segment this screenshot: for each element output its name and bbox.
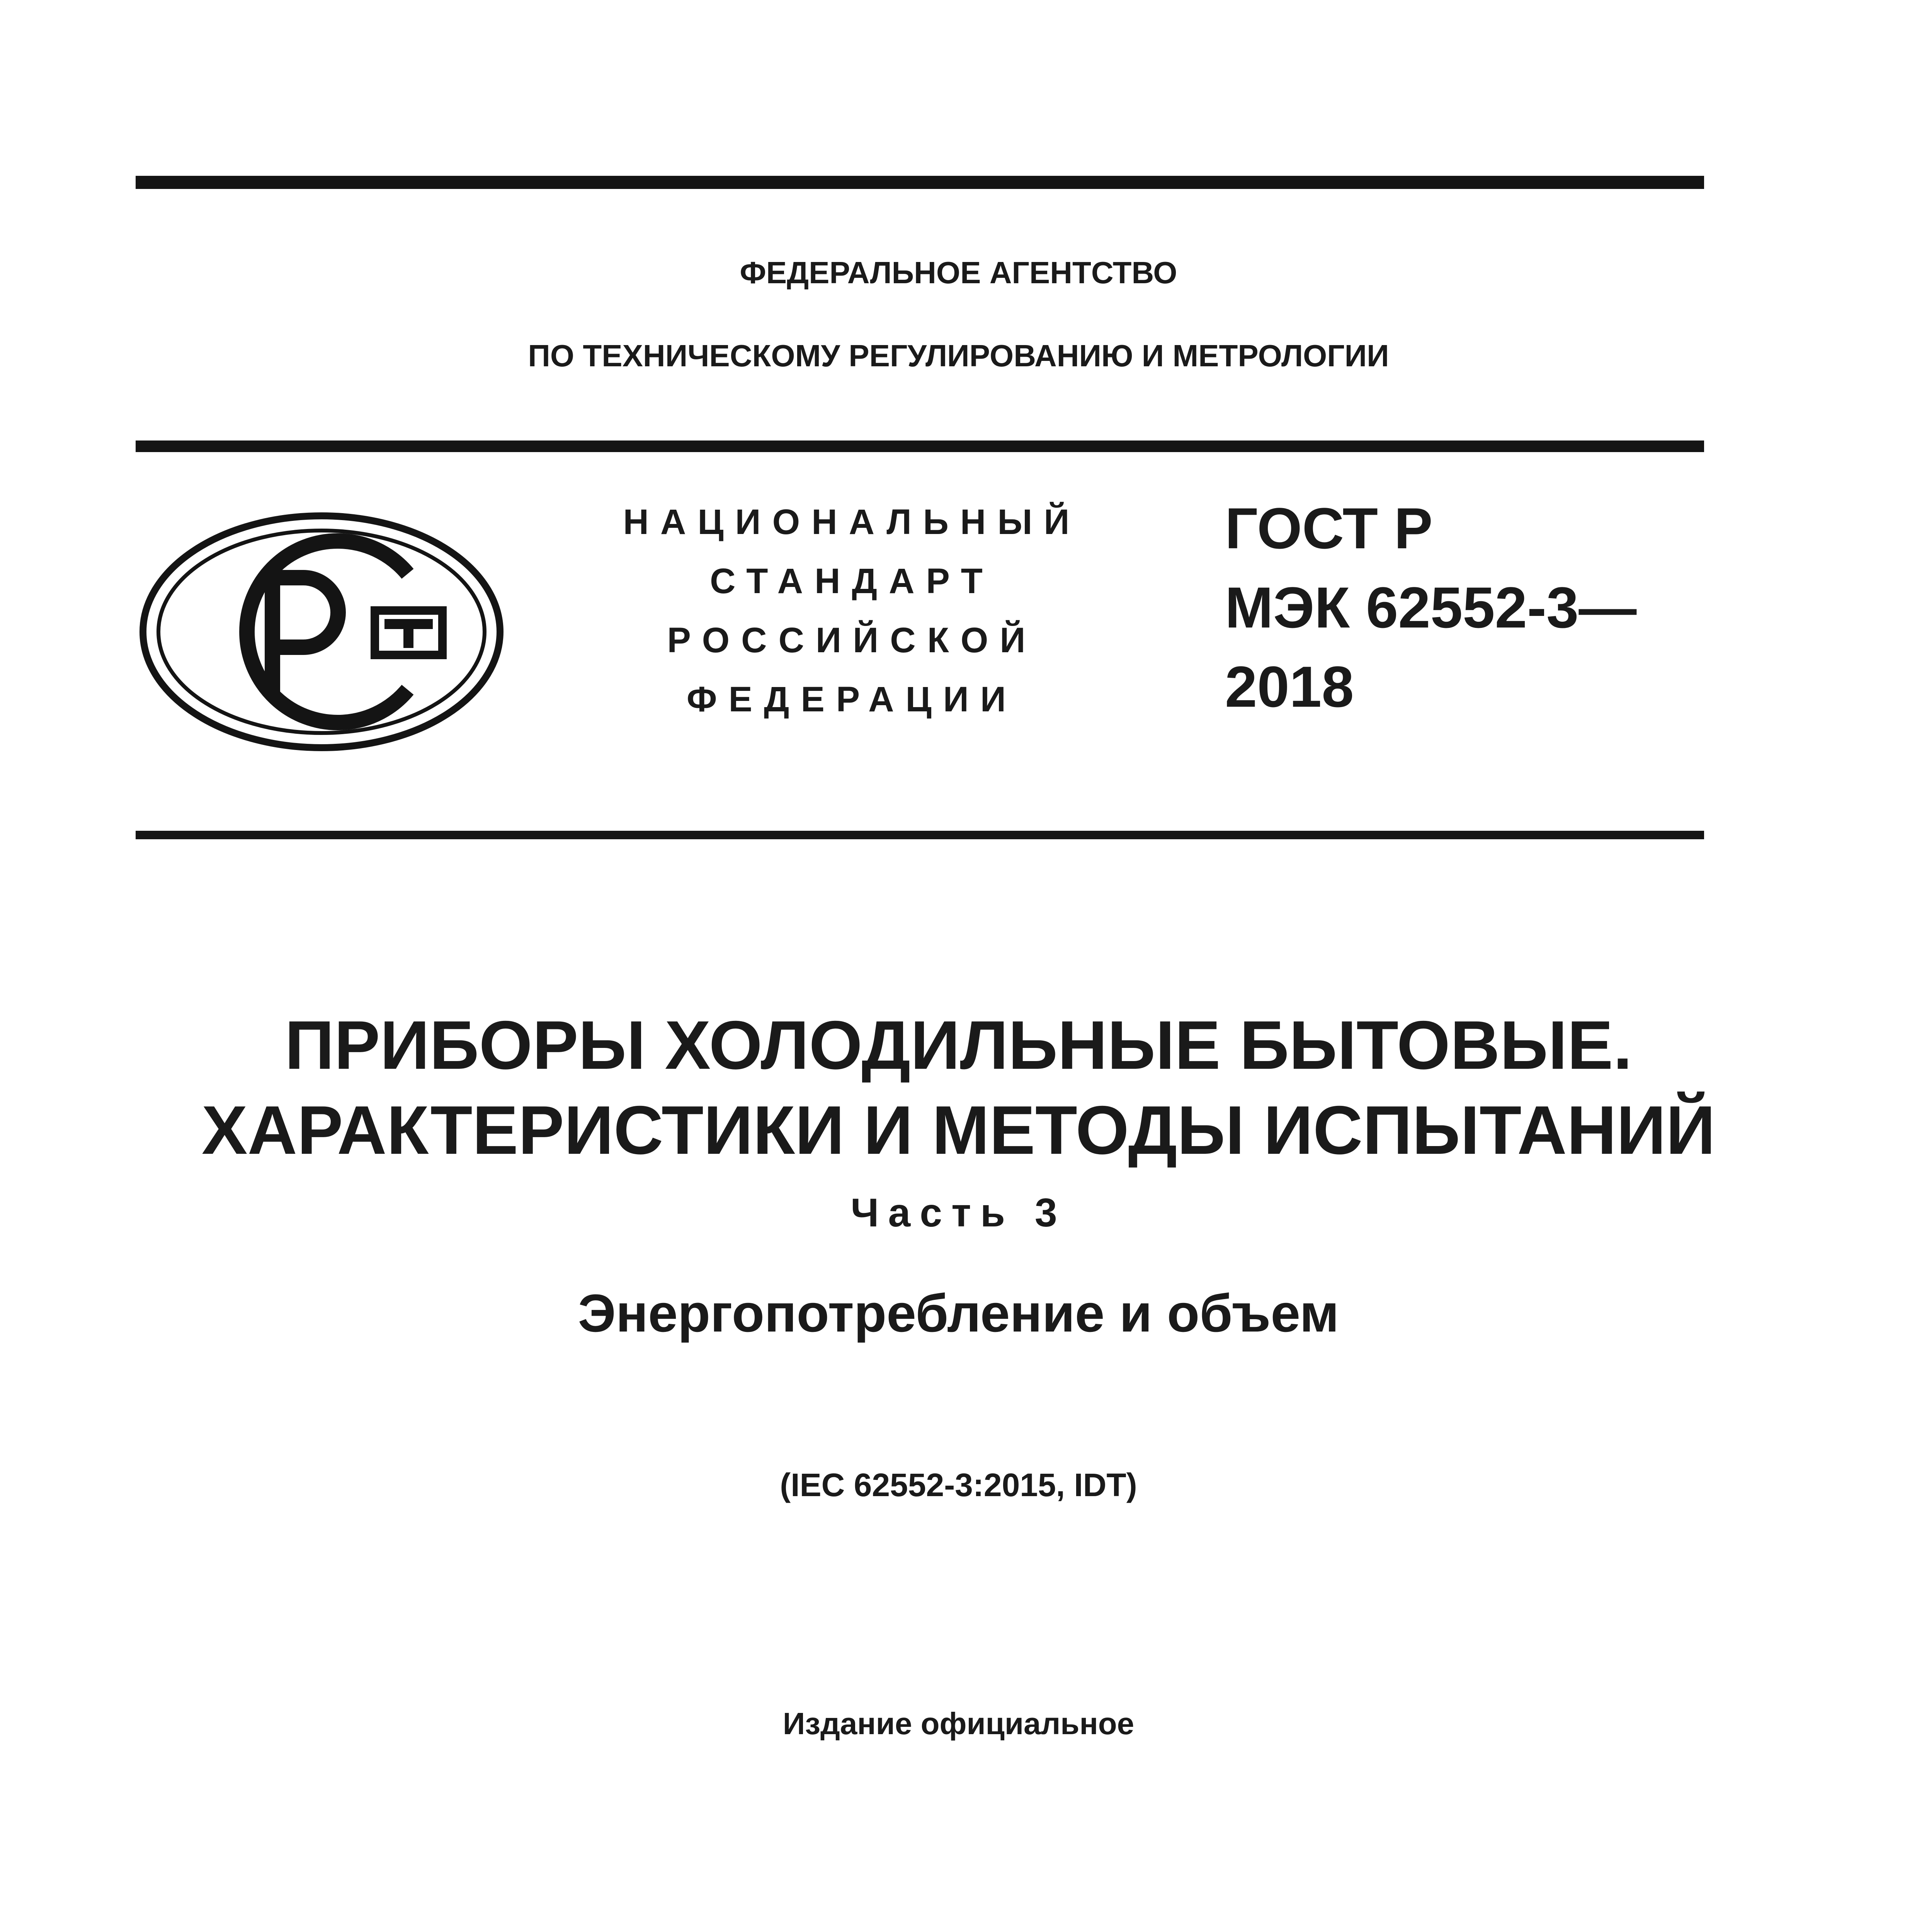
top-rule: [136, 176, 1704, 189]
national-standard-line: НАЦИОНАЛЬНЫЙ: [623, 502, 1081, 542]
header-rule: [136, 440, 1704, 452]
standard-designation: [1225, 489, 1636, 726]
designation-line: МЭК 62552-3—: [1225, 575, 1637, 640]
part-label: Часть 3: [850, 1190, 1067, 1235]
national-standard-label: [553, 493, 1140, 729]
rst-certification-mark-icon: [137, 508, 506, 755]
agency-name-line1: ФЕДЕРАЛЬНОЕ АГЕНТСТВО: [740, 255, 1177, 290]
document-subtitle: Энергопотребление и объем: [578, 1284, 1339, 1343]
national-standard-line: СТАНДАРТ: [710, 561, 994, 601]
national-standard-line: РОССИЙСКОЙ: [667, 621, 1037, 660]
agency-name-line2: ПО ТЕХНИЧЕСКОМУ РЕГУЛИРОВАНИЮ И МЕТРОЛОГИИ: [528, 338, 1389, 373]
document-title-line1: ПРИБОРЫ ХОЛОДИЛЬНЫЕ БЫТОВЫЕ.: [284, 1007, 1633, 1083]
designation-line: 2018: [1225, 654, 1354, 719]
international-reference: (IEC 62552-3:2015, IDT): [780, 1467, 1137, 1503]
designation-line: ГОСТ Р: [1225, 496, 1433, 561]
edition-label: Издание официальное: [782, 1706, 1135, 1741]
national-standard-line: ФЕДЕРАЦИИ: [687, 680, 1017, 719]
designation-rule: [136, 831, 1704, 839]
document-title-line2: ХАРАКТЕРИСТИКИ И МЕТОДЫ ИСПЫТАНИЙ: [201, 1092, 1716, 1168]
